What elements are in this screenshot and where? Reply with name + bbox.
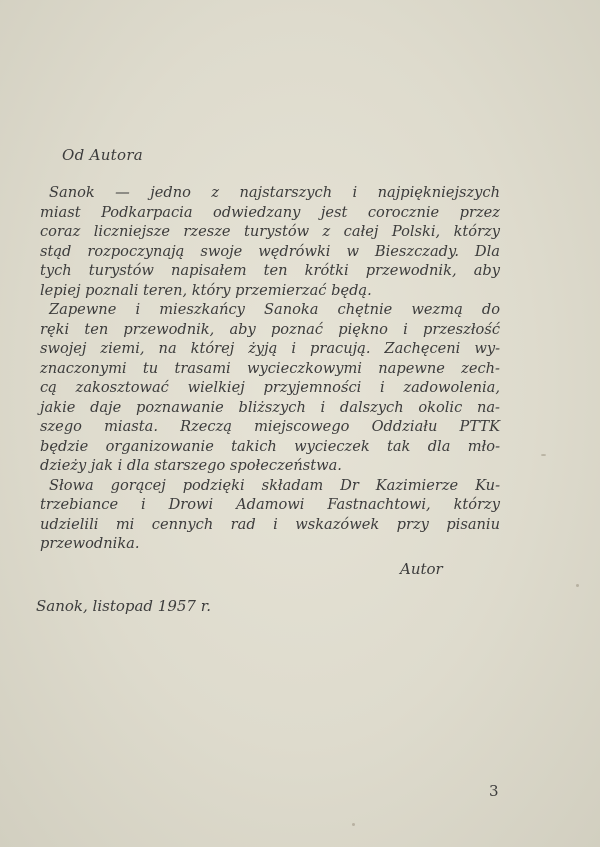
paragraph-3 — [40, 476, 500, 554]
text-line: Zapewne i mieszkańcy Sanoka chętnie wezmą do — [49, 301, 500, 318]
page-number: 3 — [489, 782, 499, 800]
paper-speck — [576, 584, 579, 587]
text-line: cą zakosztować wielkiej przyjemności i zadowolenia, — [40, 379, 500, 396]
text-line: ręki ten przewodnik, aby poznać piękno i przeszłość — [40, 320, 500, 338]
paper-speck — [352, 823, 355, 826]
paragraph-1 — [40, 183, 500, 300]
text-line: udzielili mi cennych rad i wskazówek przy pisaniu — [40, 515, 500, 533]
text-line: Słowa gorącej podzięki składam Dr Kazimierze Ku- — [49, 476, 500, 494]
paragraph-2 — [40, 300, 500, 476]
dateline: Sanok, listopad 1957 r. — [36, 597, 212, 615]
text-line: lepiej poznali teren, który przemierzać będą. — [40, 281, 372, 299]
text-line: przewodnika. — [40, 535, 140, 552]
text-line: trzebiance i Drowi Adamowi Fastnachtowi, którzy — [40, 496, 500, 513]
text-line: tych turystów napisałem ten krótki przewodnik, aby — [40, 262, 500, 279]
text-line: dzieży jak i dla starszego społeczeństwa. — [40, 457, 342, 474]
text-line: jakie daje poznawanie bliższych i dalszych okolic na- — [40, 398, 500, 416]
paper-speck — [541, 454, 546, 456]
foreword-body — [40, 183, 500, 554]
section-heading: Od Autora — [62, 146, 144, 164]
text-line: znaczonymi tu trasami wycieczkowymi napewne zech- — [40, 359, 500, 377]
text-line: miast Podkarpacia odwiedzany jest corocznie przez — [40, 203, 500, 221]
text-line: Sanok — jedno z najstarszych i najpiękniejszych — [49, 184, 500, 201]
text-line: swojej ziemi, na której żyją i pracują. Zachęceni wy- — [40, 340, 500, 357]
text-line: szego miasta. Rzeczą miejscowego Oddziału PTTK — [40, 418, 500, 435]
text-line: stąd rozpoczynają swoje wędrówki w Bieszczady. Dla — [40, 242, 500, 260]
author-signature: Autor — [400, 560, 443, 578]
text-line: będzie organizowanie takich wycieczek tak dla mło- — [40, 437, 500, 455]
text-line: coraz liczniejsze rzesze turystów z całej Polski, którzy — [40, 223, 500, 240]
